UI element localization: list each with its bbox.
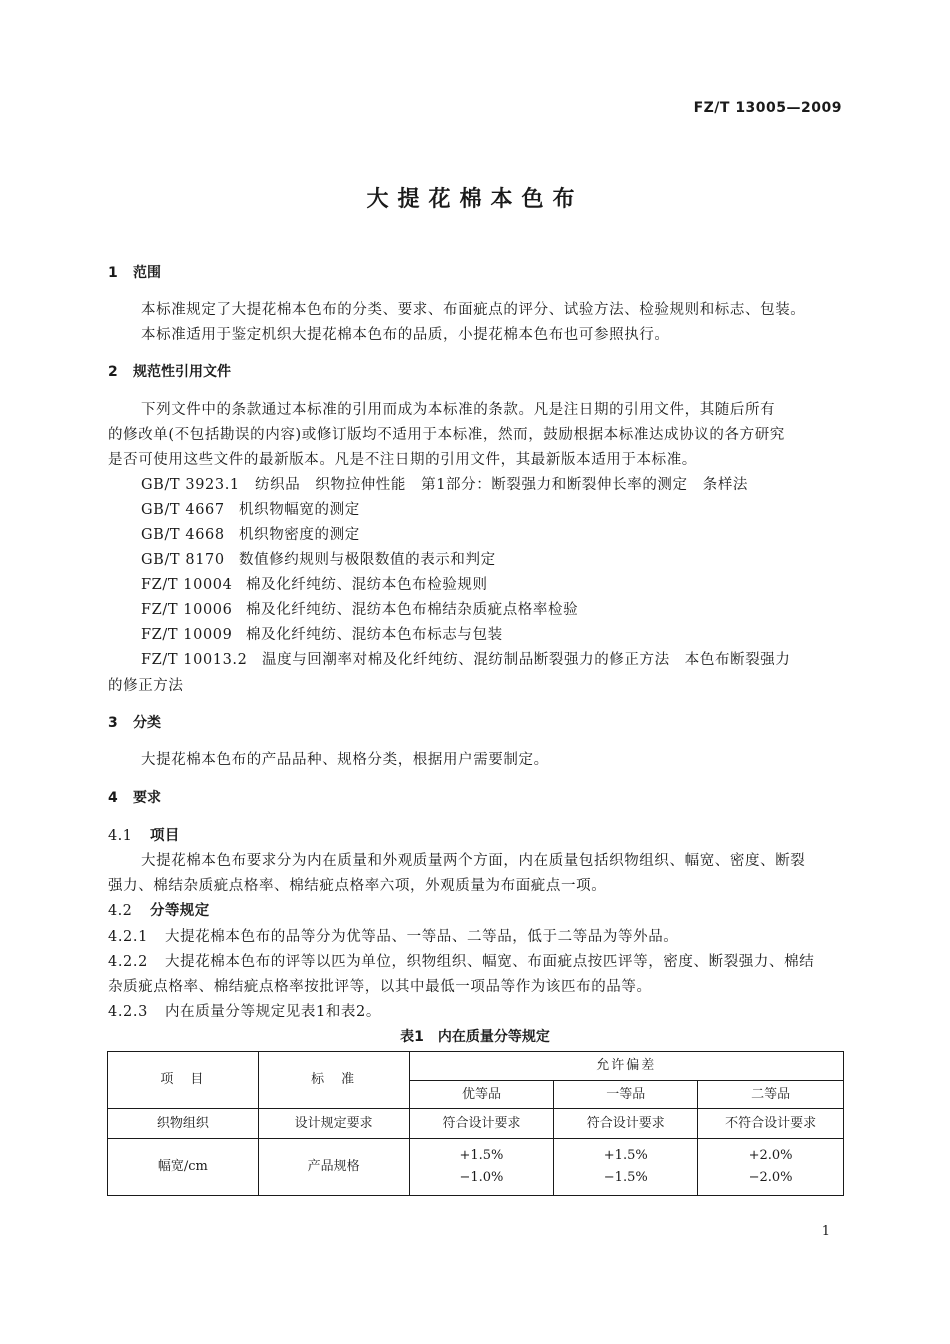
clause-number: 4.2.2 <box>108 954 148 970</box>
clause-number: 4.2.3 <box>108 1004 148 1020</box>
reference-continuation: 的修正方法 <box>108 678 184 694</box>
reference-code: FZ/T 10004 <box>141 577 233 593</box>
reference-title: 棉及化纤纯纺、混纺本色布检验规则 <box>246 577 488 593</box>
section-2-heading <box>108 361 231 381</box>
reference-code: FZ/T 10006 <box>141 602 233 618</box>
subsection-number: 4.2 <box>108 903 133 919</box>
reference-item <box>141 623 503 644</box>
table-row <box>108 1109 844 1139</box>
subsection-4-2-heading <box>108 899 210 920</box>
reference-title: 纺织品 织物拉伸性能 第1部分：断裂强力和断裂伸长率的测定 条样法 <box>255 477 749 493</box>
cell-item: 幅宽/cm <box>108 1139 259 1196</box>
paragraph-line: 的修改单(不包括勘误的内容)或修订版均不适用于本标准，然而，鼓励根据本标准达成协议的各方研究 <box>108 427 785 443</box>
header-tolerance: 允许偏差 <box>409 1052 843 1081</box>
reference-item <box>141 573 488 594</box>
paragraph-line: 强力、棉结杂质疵点格率、棉结疵点格率六项，外观质量为布面疵点一项。 <box>108 878 607 894</box>
clause-text: 内在质量分等规定见表1和表2。 <box>165 1004 381 1020</box>
clause-number: 4.2.1 <box>108 929 148 945</box>
section-title: 分类 <box>133 715 161 731</box>
clause-4-2-1 <box>108 925 678 946</box>
cell-value: 不符合设计要求 <box>698 1109 844 1139</box>
section-number: 1 <box>108 265 118 281</box>
section-1-heading <box>108 262 161 282</box>
section-4-heading <box>108 787 161 807</box>
section-title: 规范性引用文件 <box>133 364 231 380</box>
reference-code: FZ/T 10009 <box>141 627 233 643</box>
paragraph: 本标准规定了大提花棉本色布的分类、要求、布面疵点的评分、试验方法、检验规则和标志、包装。 <box>141 302 806 318</box>
subsection-title: 分等规定 <box>150 903 210 919</box>
standard-number: FZ/T 13005—2009 <box>693 100 842 116</box>
subsection-4-1-heading <box>108 824 180 845</box>
paragraph-line: 下列文件中的条款通过本标准的引用而成为本标准的条款。凡是注日期的引用文件，其随后所有 <box>141 402 776 418</box>
section-number: 3 <box>108 715 118 731</box>
cell-item: 织物组织 <box>108 1109 259 1139</box>
section-number: 2 <box>108 364 118 380</box>
paragraph-line: 大提花棉本色布要求分为内在质量和外观质量两个方面，内在质量包括织物组织、幅宽、密度、断裂 <box>141 853 806 869</box>
reference-code: GB/T 4668 <box>141 527 225 543</box>
cell-value: +1.5% −1.0% <box>409 1139 554 1196</box>
clause-4-2-2 <box>108 950 814 971</box>
document-title: 大提花棉本色布 <box>366 187 584 212</box>
cell-value: 符合设计要求 <box>409 1109 554 1139</box>
cell-value: +1.5% −1.5% <box>554 1139 698 1196</box>
cell-value: +2.0% −2.0% <box>698 1139 844 1196</box>
header-grade: 二等品 <box>698 1081 844 1109</box>
table-caption: 表1 内在质量分等规定 <box>400 1029 550 1045</box>
reference-code: FZ/T 10013.2 <box>141 652 248 668</box>
paragraph: 大提花棉本色布的产品品种、规格分类，根据用户需要制定。 <box>141 752 549 768</box>
section-title: 要求 <box>133 790 161 806</box>
reference-title: 机织物密度的测定 <box>239 527 360 543</box>
header-grade: 一等品 <box>554 1081 698 1109</box>
reference-code: GB/T 8170 <box>141 552 225 568</box>
cell-standard: 设计规定要求 <box>258 1109 409 1139</box>
paragraph-line: 是否可使用这些文件的最新版本。凡是不注日期的引用文件，其最新版本适用于本标准。 <box>108 452 697 468</box>
reference-title: 数值修约规则与极限数值的表示和判定 <box>239 552 496 568</box>
section-number: 4 <box>108 790 118 806</box>
paragraph: 本标准适用于鉴定机织大提花棉本色布的品质，小提花棉本色布也可参照执行。 <box>141 327 670 343</box>
table-header-row <box>108 1052 844 1081</box>
cell-standard: 产品规格 <box>258 1139 409 1196</box>
reference-item <box>141 473 748 494</box>
reference-item <box>141 648 791 669</box>
header-standard: 标 准 <box>258 1052 409 1109</box>
header-item: 项 目 <box>108 1052 259 1109</box>
subsection-title: 项目 <box>150 828 180 844</box>
reference-item <box>141 523 360 544</box>
paragraph-line: 杂质疵点格率、棉结疵点格率按批评等，以其中最低一项品等作为该匹布的品等。 <box>108 979 652 995</box>
page-number: 1 <box>821 1224 830 1239</box>
cell-value: 符合设计要求 <box>554 1109 698 1139</box>
reference-title: 机织物幅宽的测定 <box>239 502 360 518</box>
clause-4-2-3 <box>108 1000 381 1021</box>
reference-item <box>141 598 578 619</box>
reference-item <box>141 548 496 569</box>
reference-code: GB/T 3923.1 <box>141 477 240 493</box>
reference-title: 温度与回潮率对棉及化纤纯纺、混纺制品断裂强力的修正方法 本色布断裂强力 <box>262 652 791 668</box>
quality-grade-table <box>107 1051 844 1196</box>
section-3-heading <box>108 712 161 732</box>
subsection-number: 4.1 <box>108 828 133 844</box>
clause-text: 大提花棉本色布的品等分为优等品、一等品、二等品，低于二等品为等外品。 <box>165 929 679 945</box>
reference-item <box>141 498 360 519</box>
reference-code: GB/T 4667 <box>141 502 225 518</box>
reference-title: 棉及化纤纯纺、混纺本色布标志与包装 <box>246 627 503 643</box>
reference-title: 棉及化纤纯纺、混纺本色布棉结杂质疵点格率检验 <box>246 602 579 618</box>
table-row <box>108 1139 844 1196</box>
clause-text: 大提花棉本色布的评等以匹为单位，织物组织、幅宽、布面疵点按匹评等，密度、断裂强力、棉结 <box>165 954 815 970</box>
header-grade: 优等品 <box>409 1081 554 1109</box>
section-title: 范围 <box>133 265 161 281</box>
